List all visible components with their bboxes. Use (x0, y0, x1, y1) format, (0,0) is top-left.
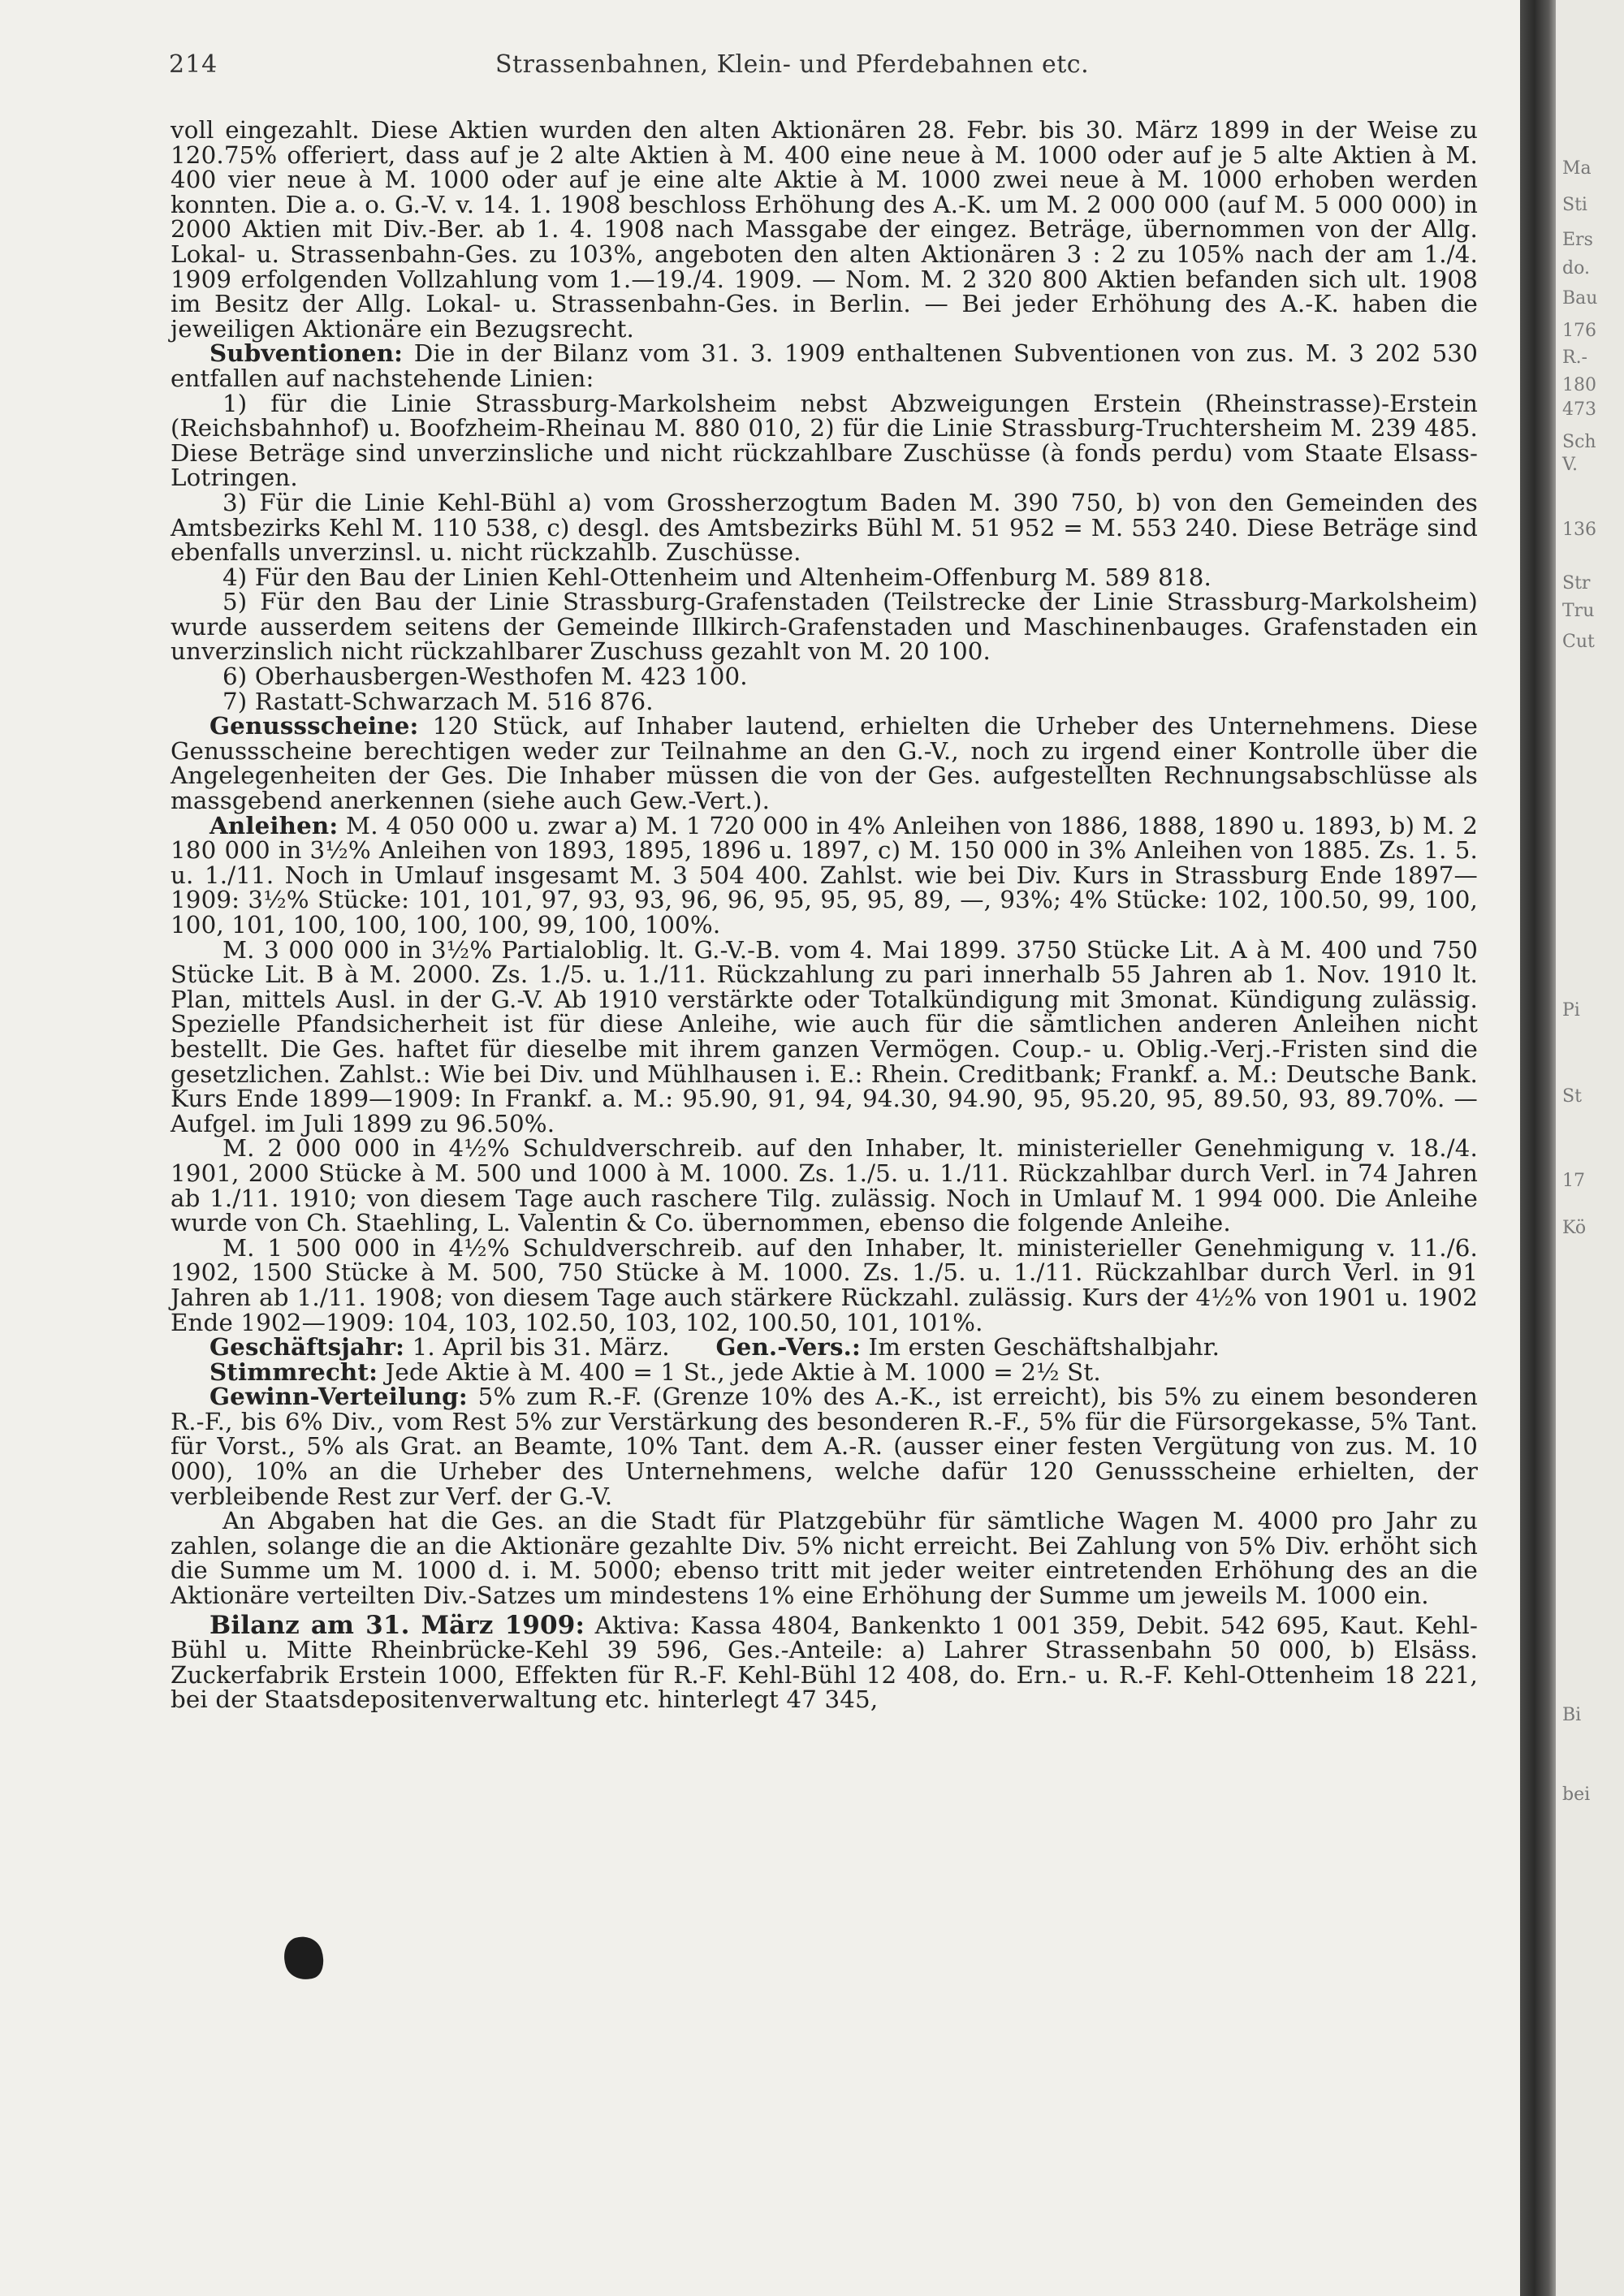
paragraph-text: M. 1 500 000 in 4½% Schuldverschreib. auf den Inhaber, lt. ministerieller Genehmigung v. 11./6. 1902, 1500 Stücke à M. 500, 750 Stücke à M. 1000. Zs. 1./5. u. 1./11. Rückzahlbar durch Verl. in 91 Jahren ab 1./11. 1908; von diesem Tage auch stärkere Rückzahl. zulässig. Kurs der 4½% von 1901 u. 1902 Ende 1902—1909: 104, 103, 102.50, 103, 102, 100.50, 101, 101%. (171, 1233, 1478, 1336)
paragraph-text: 6) Oberhausbergen-Westhofen M. 423 100. (222, 662, 748, 691)
paragraph-text: An Abgaben hat die Ges. an die Stadt für Platzgebühr für sämtliche Wagen M. 4000 pro Jahr zu zahlen, solange die an die Aktionäre gezahlte Div. 5% nicht erreicht. Bei Zahlung von 5% Div. erhöht sich die Summe um M. 1000 d. i. M. 5000; ebenso tritt mit jeder weiter eintretenden Erhöhung des an die Aktionäre verteilten Div.-Satzes um mindestens 1% eine Erhöhung der Summe um jeweils M. 1000 ein. (171, 1507, 1478, 1610)
paragraph-text: 4) Für den Bau der Linien Kehl-Ottenheim und Altenheim-Offenburg M. 589 818. (222, 563, 1212, 591)
paragraph-p13 (171, 1332, 1478, 1362)
paragraph-p6 (171, 664, 1478, 689)
paragraph-p12 (171, 1233, 1478, 1336)
adjacent-page-fragment: Bau (1562, 288, 1598, 309)
paragraph-text: 5) Für den Bau der Linie Strassburg-Grafenstaden (Teilstrecke der Linie Strassburg-Markolsheim) wurde ausserdem seitens der Gemeinde Illkirch-Grafenstaden und Maschinenbauges. Grafenstaden ein unverzinslich nicht rückzahlbarer Zuschuss gezahlt von M. 20 100. (171, 588, 1478, 666)
section-heading: Geschäftsjahr: (209, 1332, 405, 1362)
paragraph-p0 (171, 118, 1478, 341)
paragraph-text: M. 4 050 000 u. zwar a) M. 1 720 000 in 4% Anleihen von 1886, 1888, 1890 u. 1893, b) M. 2 180 000 in 3½% Anleihen von 1893, 1895, 1896 u. 1897, c) M. 150 000 in 3% Anleihen von 1885. Zs. 1. 5. u. 1./11. Noch in Umlauf insgesamt M. 3 504 400. Zahlst. wie bei Div. Kurs in Strassburg Ende 1897—1909: 3½% Stücke: 101, 101, 97, 93, 93, 96, 96, 95, 95, 95, 89, —, 93%; 4% Stücke: 102, 100.50, 99, 100, 100, 101, 100, 100, 100, 100, 99, 100, 100%. (171, 811, 1478, 939)
adjacent-page-fragment: Str (1562, 573, 1591, 593)
section-heading: Gen.-Vers.: (715, 1332, 861, 1362)
paragraph-text: 5% zum R.-F. (Grenze 10% des A.-K., ist erreicht), bis 5% zu einem besonderen R.-F., bis 6% Div., vom Rest 5% zur Verstärkung des besonderen R.-F., 5% für die Fürsorgekasse, 5% Tant. für Vorst., 5% als Grat. an Beamte, 10% Tant. dem A.-R. (ausser einer festen Vergütung von zus. M. 10 000), 10% an die Urheber des Unternehmens, welche dafür 120 Genussscheine erhielten, der verbleibende Rest zur Verf. der G.-V. (171, 1383, 1478, 1510)
adjacent-page-fragment: St (1562, 1086, 1582, 1107)
adjacent-page-fragment: Bi (1562, 1705, 1582, 1725)
paragraph-p9 (171, 810, 1478, 939)
paragraph-p14 (171, 1357, 1478, 1386)
section-heading: Stimmrecht: (209, 1357, 378, 1386)
paragraph-text: Aktiva: Kassa 4804, Bankenkto 1 001 359, Debit. 542 695, Kaut. Kehl-Bühl u. Mitte Rheinbrücke-Kehl 39 596, Ges.-Anteile: a) Lahrer Strassenbahn 50 000, b) Elsäss. Zuckerfabrik Erstein 1000, Effekten für R.-F. Kehl-Bühl 12 408, do. Ern.- u. R.-F. Kehl-Ottenheim 18 221, bei der Staatsdepositenverwaltung etc. hinterlegt 47 345, (171, 1611, 1478, 1714)
adjacent-page-fragment: Ma (1562, 158, 1592, 179)
adjacent-page-fragment: R.- (1562, 347, 1587, 368)
adjacent-page-fragment: 473 (1562, 399, 1596, 420)
paragraph-text: 7) Rastatt-Schwarzach M. 516 876. (222, 687, 654, 715)
paragraph-p7 (171, 689, 1478, 714)
paragraph-p10 (171, 935, 1478, 1137)
paragraph-p2 (171, 391, 1478, 490)
page-header (162, 50, 1462, 83)
paragraph-text: Jede Aktie à M. 400 = 1 St., jede Aktie à M. 1000 = 2½ St. (378, 1357, 1101, 1386)
section-heading: Genussscheine: (209, 711, 419, 740)
adjacent-page-fragment: Ers (1562, 230, 1593, 250)
adjacent-page-fragment: Pi (1562, 1000, 1580, 1021)
paragraph-p11 (171, 1136, 1478, 1235)
paragraph-p16 (171, 1508, 1478, 1608)
adjacent-page-fragment: bei (1562, 1785, 1591, 1805)
section-heading: Anleihen: (209, 810, 339, 839)
section-heading: Gewinn-Verteilung: (209, 1382, 468, 1411)
section-heading: Bilanz am 31. März 1909: (209, 1610, 585, 1640)
paragraph-p17 (171, 1610, 1478, 1714)
adjacent-page-fragment: Sti (1562, 195, 1587, 215)
section-heading: Subventionen: (209, 339, 404, 368)
article-body (171, 118, 1478, 1712)
adjacent-page-fragment: do. (1562, 258, 1590, 278)
page-number: 214 (169, 50, 218, 79)
paragraph-text: M. 3 000 000 in 3½% Partialoblig. lt. G.-V.-B. vom 4. Mai 1899. 3750 Stücke Lit. A à M. 400 und 750 Stücke Lit. B à M. 2000. Zs. 1./5. u. 1./11. Rückzahlung zu pari innerhalb 55 Jahren ab 1. Nov. 1910 lt. Plan, mittels Ausl. in der G.-V. Ab 1910 verstärkte oder Totalkündigung mit 3monat. Kündigung zulässig. Spezielle Pfandsicherheit ist für diese Anleihe, wie auch für die sämtlichen anderen Anleihen nicht bestellt. Die Ges. haftet für dieselbe mit ihrem ganzen Vermögen. Coup.- u. Oblig.-Verj.-Fristen sind die gesetzlichen. Zahlst.: Wie bei Div. und Mühlhausen i. E.: Rhein. Creditbank; Frankf. a. M.: Deutsche Bank. Kurs Ende 1899—1909: In Frankf. a. M.: 95.90, 91, 94, 94.30, 94.90, 95, 95.20, 95, 89.50, 93, 89.70%. — Aufgel. im Juli 1899 zu 96.50%. (171, 935, 1478, 1137)
running-title: Strassenbahnen, Klein- und Pferdebahnen etc. (495, 50, 1090, 79)
adjacent-page-edge (1556, 0, 1624, 2296)
paragraph-text: Im ersten Geschäftshalbjahr. (860, 1333, 1220, 1362)
paragraph-text: 1. April bis 31. März. (404, 1333, 670, 1362)
adjacent-page-fragment: Cut (1562, 632, 1595, 652)
paragraph-p1 (171, 341, 1478, 391)
adjacent-page-fragment: 136 (1562, 520, 1596, 540)
paragraph-text: 3) Für die Linie Kehl-Bühl a) vom Grossherzogtum Baden M. 390 750, b) von den Gemeinden des Amtsbezirks Kehl M. 110 538, c) desgl. des Amtsbezirks Bühl M. 51 952 = M. 553 240. Diese Beträge sind ebenfalls unverzinsl. u. nicht rückzahlb. Zuschüsse. (171, 488, 1478, 567)
paragraph-p8 (171, 711, 1478, 815)
adjacent-page-fragment: 180 (1562, 375, 1596, 395)
paragraph-text: voll eingezahlt. Diese Aktien wurden den alten Aktionären 28. Febr. bis 30. März 1899 in der Weise zu 120.75% offeriert, dass auf je 2 alte Aktien à M. 400 eine neue à M. 1000 oder auf je 5 alte Aktien à M. 400 vier neue à M. 1000 oder auf je eine alte Aktie à M. 1000 zwei neue à M. 1000 erhoben werden konnten. Die a. o. G.-V. v. 14. 1. 1908 beschloss Erhöhung des A.-K. um M. 2 000 000 (auf M. 5 000 000) in 2000 Aktien mit Div.-Ber. ab 1. 4. 1908 nach Massgabe der eingez. Beträge, übernommen von der Allg. Lokal- u. Strassenbahn-Ges. zu 103%, angeboten den alten Aktionären 3 : 2 zu 105% nach der am 1./4. 1909 erfolgenden Vollzahlung vom 1.—19./4. 1909. — Nom. M. 2 320 800 Aktien befanden sich ult. 1908 im Besitz der Allg. Lokal- u. Strassenbahn-Ges. in Berlin. — Bei jeder Erhöhung des A.-K. haben die jeweiligen Aktionäre ein Bezugsrecht. (171, 116, 1478, 343)
adjacent-page-fragment: Sch (1562, 432, 1596, 452)
paragraph-p3 (171, 490, 1478, 565)
paragraph-p15 (171, 1384, 1478, 1508)
adjacent-page-fragment: 17 (1562, 1171, 1585, 1191)
paragraph-p4 (171, 565, 1478, 590)
adjacent-page-fragment: 176 (1562, 321, 1596, 341)
paragraph-p5 (171, 589, 1478, 664)
book-gutter (1520, 0, 1556, 2296)
paragraph-text: M. 2 000 000 in 4½% Schuldverschreib. auf den Inhaber, lt. ministerieller Genehmigung v. 18./4. 1901, 2000 Stücke à M. 500 und 1000 à M. 1000. Zs. 1./5. u. 1./11. Rückzahlbar durch Verl. in 74 Jahren ab 1./11. 1910; von diesem Tage auch raschere Tilg. zulässig. Noch in Umlauf M. 1 994 000. Die Anleihe wurde von Ch. Staehling, L. Valentin & Co. übernommen, ebenso die folgende Anleihe. (171, 1134, 1478, 1237)
adjacent-page-fragment: Tru (1562, 601, 1595, 621)
paragraph-text: 1) für die Linie Strassburg-Markolsheim nebst Abzweigungen Erstein (Rheinstrasse)-Erstein (Reichsbahnhof) u. Boofzheim-Rheinau M. 880 010, 2) für die Linie Strassburg-Truchtersheim M. 239 485. Diese Beträge sind unverzinsliche und nicht rückzahlbare Zuschüsse (à fonds perdu) vom Staate Elsass-Lotringen. (171, 389, 1478, 492)
adjacent-page-fragment: Kö (1562, 1218, 1587, 1238)
ink-blot (279, 1931, 329, 1985)
adjacent-page-fragment: V. (1562, 455, 1579, 475)
paragraph-text: Die in der Bilanz vom 31. 3. 1909 enthaltenen Subventionen von zus. M. 3 202 530 entfallen auf nachstehende Linien: (171, 339, 1478, 392)
paragraph-text: 120 Stück, auf Inhaber lautend, erhielten die Urheber des Unternehmens. Diese Genussscheine berechtigen weder zur Teilnahme an den G.-V., noch zu irgend einer Kontrolle über die Angelegenheiten der Ges. Die Inhaber müssen die von der Ges. aufgestellten Rechnungsabschlüsse als massgebend anerkennen (siehe auch Gew.-Vert.). (171, 712, 1478, 815)
